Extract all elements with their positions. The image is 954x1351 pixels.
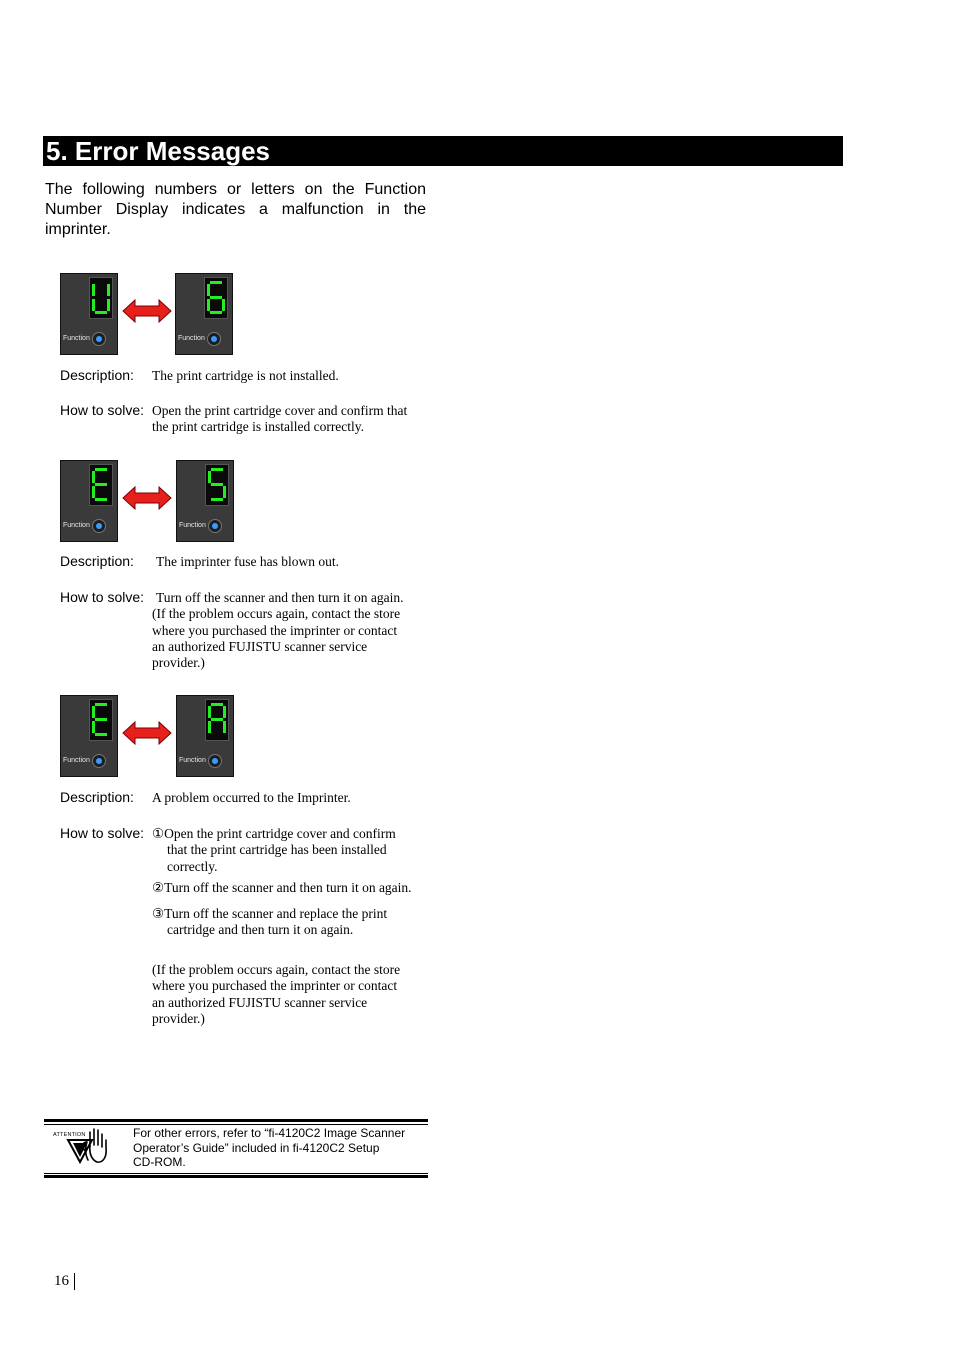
how-to-solve-text: Turn off the scanner and then turn it on again. (If the problem occurs again, contact the store where you purchased the imprinter or contact an authorized FUJISTU scanner service provider.) [152,590,404,671]
solve-step-3: ③Turn off the scanner and replace the print cartridge and then turn it on again. [152,906,388,938]
solve-step-1: ①Open the print cartridge cover and confirm that the print cartridge has been installed correctly. [152,826,396,874]
page-number-divider [74,1273,75,1290]
section-title: 5. Error Messages [43,136,843,166]
digit-6 [207,281,225,315]
digit-a [208,703,226,737]
attention-note-text: For other errors, refer to “fi-4120C2 Image Scanner Operator’s Guide” included in fi-4120C2 Setup CD-ROM. [133,1126,406,1169]
function-label: Function [63,757,90,764]
function-button [207,332,221,346]
function-panel [60,460,118,542]
digit-5 [208,468,226,502]
attention-label: ATTENTION [53,1132,86,1138]
digit-u [92,281,110,315]
function-label: Function [179,522,206,529]
function-label: Function [179,757,206,764]
how-to-solve-note: (If the problem occurs again, contact the store where you purchased the imprinter or contact an authorized FUJISTU scanner service provider.) [152,962,401,1026]
description-label: Description: [60,367,134,383]
function-button [208,519,222,533]
function-button [92,332,106,346]
how-to-solve-label: How to solve: [60,825,145,841]
note-rule [44,1124,428,1125]
function-number-display [89,277,113,319]
how-to-solve-label: How to solve: [60,402,145,418]
intro-paragraph: The following numbers or letters on the Function Number Display indicates a malfunction in the imprinter. [45,181,426,238]
how-to-solve-label: How to solve: [60,589,145,605]
digit-e [92,468,110,502]
function-label: Function [63,335,90,342]
function-number-display [89,699,113,741]
function-button [208,754,222,768]
function-panel [175,273,233,355]
description-label: Description: [60,789,134,805]
how-to-solve-text: Open the print cartridge cover and confirm that the print cartridge is installed correctly. [152,403,408,435]
function-panel [176,460,234,542]
note-rule [44,1173,428,1174]
function-number-display [205,464,229,506]
function-panel [60,695,118,777]
function-label: Function [178,335,205,342]
function-panel [176,695,234,777]
description-text: The print cartridge is not installed. [152,368,339,383]
alternating-arrow-icon [122,486,172,510]
note-rule [44,1119,428,1122]
note-rule [44,1175,428,1178]
page-number: 16 [54,1273,69,1289]
function-number-display [204,277,228,319]
function-button [92,754,106,768]
description-text: A problem occurred to the Imprinter. [152,790,351,805]
error-display-pair [60,695,240,779]
function-panel [60,273,118,355]
error-display-pair [60,460,240,544]
function-number-display [89,464,113,506]
solve-step-2: ②Turn off the scanner and then turn it on again. [152,879,412,895]
digit-e [92,703,110,737]
function-number-display [205,699,229,741]
alternating-arrow-icon [122,721,172,745]
alternating-arrow-icon [122,299,172,323]
description-text: The imprinter fuse has blown out. [156,554,339,569]
description-label: Description: [60,553,134,569]
how-to-solve-steps [152,826,417,947]
error-display-pair [60,273,240,357]
function-label: Function [63,522,90,529]
function-button [92,519,106,533]
